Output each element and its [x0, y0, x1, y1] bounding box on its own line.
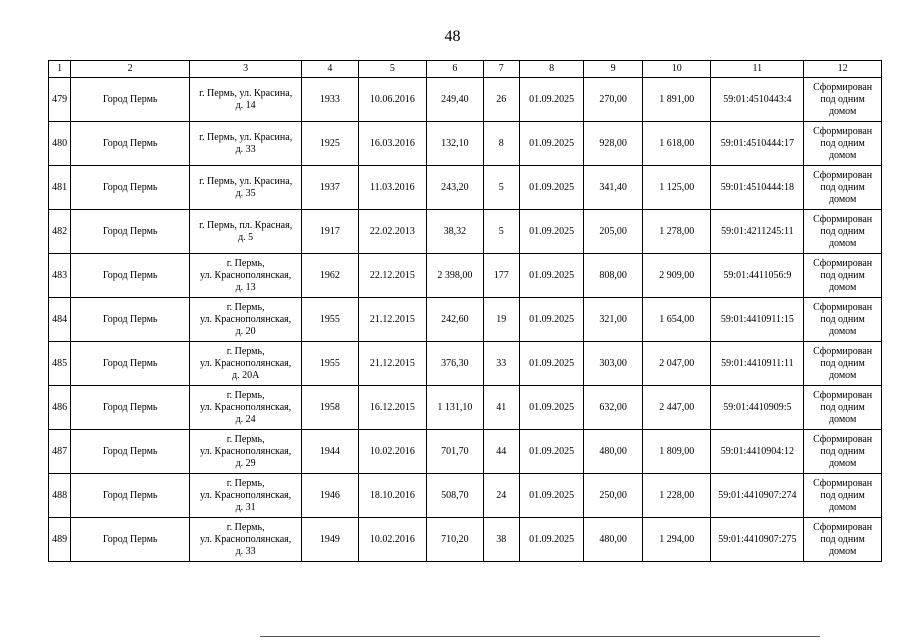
table-row	[49, 298, 882, 342]
deadline-cell: 01.09.2025	[519, 474, 584, 518]
municipality-cell: Город Пермь	[71, 474, 190, 518]
amount-cell: 2 447,00	[642, 386, 711, 430]
municipality-cell: Город Пермь	[71, 518, 190, 562]
count-cell: 33	[483, 342, 519, 386]
municipality-cell: Город Пермь	[71, 78, 190, 122]
cadastral-number-cell: 59:01:4211245:11	[711, 210, 804, 254]
column-header: 6	[427, 61, 483, 78]
status-cell: Сформирован под одним домом	[804, 254, 882, 298]
row-number-cell: 480	[49, 122, 71, 166]
table-row	[49, 430, 882, 474]
address-cell: г. Пермь, ул. Краснополянская, д. 13	[190, 254, 302, 298]
status-cell: Сформирован под одним домом	[804, 210, 882, 254]
value-cell: 808,00	[584, 254, 642, 298]
municipality-cell: Город Пермь	[71, 430, 190, 474]
table-row	[49, 78, 882, 122]
date-cell: 21.12.2015	[358, 342, 427, 386]
municipality-cell: Город Пермь	[71, 342, 190, 386]
date-cell: 18.10.2016	[358, 474, 427, 518]
column-header: 4	[302, 61, 358, 78]
address-cell: г. Пермь, ул. Красина, д. 14	[190, 78, 302, 122]
table-row	[49, 342, 882, 386]
address-cell: г. Пермь, ул. Краснополянская, д. 31	[190, 474, 302, 518]
column-number-row	[49, 61, 882, 78]
deadline-cell: 01.09.2025	[519, 298, 584, 342]
build-year-cell: 1944	[302, 430, 358, 474]
status-cell: Сформирован под одним домом	[804, 430, 882, 474]
area-cell: 376,30	[427, 342, 483, 386]
status-cell: Сформирован под одним домом	[804, 342, 882, 386]
area-cell: 1 131,10	[427, 386, 483, 430]
cadastral-number-cell: 59:01:4510443:4	[711, 78, 804, 122]
amount-cell: 2 909,00	[642, 254, 711, 298]
housing-registry-table	[48, 60, 882, 562]
deadline-cell: 01.09.2025	[519, 166, 584, 210]
row-number-cell: 481	[49, 166, 71, 210]
value-cell: 341,40	[584, 166, 642, 210]
table-row	[49, 474, 882, 518]
row-number-cell: 489	[49, 518, 71, 562]
cadastral-number-cell: 59:01:4410911:15	[711, 298, 804, 342]
municipality-cell: Город Пермь	[71, 386, 190, 430]
date-cell: 11.03.2016	[358, 166, 427, 210]
cadastral-number-cell: 59:01:4410909:5	[711, 386, 804, 430]
address-cell: г. Пермь, ул. Красина, д. 33	[190, 122, 302, 166]
build-year-cell: 1917	[302, 210, 358, 254]
address-cell: г. Пермь, ул. Красина, д. 35	[190, 166, 302, 210]
row-number-cell: 484	[49, 298, 71, 342]
value-cell: 632,00	[584, 386, 642, 430]
bottom-divider	[260, 636, 820, 637]
count-cell: 5	[483, 210, 519, 254]
status-cell: Сформирован под одним домом	[804, 166, 882, 210]
amount-cell: 2 047,00	[642, 342, 711, 386]
area-cell: 701,70	[427, 430, 483, 474]
area-cell: 242,60	[427, 298, 483, 342]
build-year-cell: 1937	[302, 166, 358, 210]
status-cell: Сформирован под одним домом	[804, 518, 882, 562]
deadline-cell: 01.09.2025	[519, 210, 584, 254]
column-header: 11	[711, 61, 804, 78]
status-cell: Сформирован под одним домом	[804, 298, 882, 342]
address-cell: г. Пермь, ул. Краснополянская, д. 33	[190, 518, 302, 562]
count-cell: 19	[483, 298, 519, 342]
value-cell: 480,00	[584, 518, 642, 562]
municipality-cell: Город Пермь	[71, 210, 190, 254]
value-cell: 270,00	[584, 78, 642, 122]
table-row	[49, 122, 882, 166]
build-year-cell: 1925	[302, 122, 358, 166]
area-cell: 2 398,00	[427, 254, 483, 298]
row-number-cell: 479	[49, 78, 71, 122]
date-cell: 10.06.2016	[358, 78, 427, 122]
cadastral-number-cell: 59:01:4410907:275	[711, 518, 804, 562]
build-year-cell: 1946	[302, 474, 358, 518]
status-cell: Сформирован под одним домом	[804, 122, 882, 166]
count-cell: 24	[483, 474, 519, 518]
date-cell: 16.03.2016	[358, 122, 427, 166]
municipality-cell: Город Пермь	[71, 298, 190, 342]
deadline-cell: 01.09.2025	[519, 342, 584, 386]
deadline-cell: 01.09.2025	[519, 430, 584, 474]
table-row	[49, 518, 882, 562]
date-cell: 22.02.2013	[358, 210, 427, 254]
value-cell: 250,00	[584, 474, 642, 518]
count-cell: 8	[483, 122, 519, 166]
cadastral-number-cell: 59:01:4410907:274	[711, 474, 804, 518]
municipality-cell: Город Пермь	[71, 122, 190, 166]
column-header: 1	[49, 61, 71, 78]
row-number-cell: 485	[49, 342, 71, 386]
area-cell: 508,70	[427, 474, 483, 518]
amount-cell: 1 294,00	[642, 518, 711, 562]
date-cell: 22.12.2015	[358, 254, 427, 298]
column-header: 10	[642, 61, 711, 78]
value-cell: 321,00	[584, 298, 642, 342]
row-number-cell: 488	[49, 474, 71, 518]
address-cell: г. Пермь, ул. Краснополянская, д. 29	[190, 430, 302, 474]
cadastral-number-cell: 59:01:4510444:17	[711, 122, 804, 166]
table-row	[49, 254, 882, 298]
value-cell: 480,00	[584, 430, 642, 474]
date-cell: 10.02.2016	[358, 430, 427, 474]
row-number-cell: 482	[49, 210, 71, 254]
area-cell: 132,10	[427, 122, 483, 166]
area-cell: 243,20	[427, 166, 483, 210]
column-header: 12	[804, 61, 882, 78]
status-cell: Сформирован под одним домом	[804, 386, 882, 430]
amount-cell: 1 809,00	[642, 430, 711, 474]
column-header: 5	[358, 61, 427, 78]
count-cell: 5	[483, 166, 519, 210]
amount-cell: 1 228,00	[642, 474, 711, 518]
table-row	[49, 386, 882, 430]
column-header: 9	[584, 61, 642, 78]
page-number: 48	[444, 28, 461, 45]
deadline-cell: 01.09.2025	[519, 518, 584, 562]
value-cell: 928,00	[584, 122, 642, 166]
area-cell: 249,40	[427, 78, 483, 122]
status-cell: Сформирован под одним домом	[804, 474, 882, 518]
address-cell: г. Пермь, пл. Красная, д. 5	[190, 210, 302, 254]
municipality-cell: Город Пермь	[71, 166, 190, 210]
table-body	[49, 78, 882, 562]
count-cell: 41	[483, 386, 519, 430]
table-row	[49, 210, 882, 254]
amount-cell: 1 125,00	[642, 166, 711, 210]
cadastral-number-cell: 59:01:4410911:11	[711, 342, 804, 386]
amount-cell: 1 891,00	[642, 78, 711, 122]
deadline-cell: 01.09.2025	[519, 386, 584, 430]
column-header: 2	[71, 61, 190, 78]
amount-cell: 1 654,00	[642, 298, 711, 342]
address-cell: г. Пермь, ул. Краснополянская, д. 20	[190, 298, 302, 342]
deadline-cell: 01.09.2025	[519, 254, 584, 298]
count-cell: 26	[483, 78, 519, 122]
build-year-cell: 1955	[302, 298, 358, 342]
deadline-cell: 01.09.2025	[519, 78, 584, 122]
column-header: 8	[519, 61, 584, 78]
row-number-cell: 486	[49, 386, 71, 430]
deadline-cell: 01.09.2025	[519, 122, 584, 166]
date-cell: 10.02.2016	[358, 518, 427, 562]
build-year-cell: 1955	[302, 342, 358, 386]
cadastral-number-cell: 59:01:4411056:9	[711, 254, 804, 298]
value-cell: 205,00	[584, 210, 642, 254]
municipality-cell: Город Пермь	[71, 254, 190, 298]
build-year-cell: 1933	[302, 78, 358, 122]
row-number-cell: 483	[49, 254, 71, 298]
date-cell: 21.12.2015	[358, 298, 427, 342]
amount-cell: 1 618,00	[642, 122, 711, 166]
count-cell: 38	[483, 518, 519, 562]
status-cell: Сформирован под одним домом	[804, 78, 882, 122]
column-header: 3	[190, 61, 302, 78]
build-year-cell: 1949	[302, 518, 358, 562]
area-cell: 38,32	[427, 210, 483, 254]
cadastral-number-cell: 59:01:4410904:12	[711, 430, 804, 474]
build-year-cell: 1962	[302, 254, 358, 298]
row-number-cell: 487	[49, 430, 71, 474]
count-cell: 44	[483, 430, 519, 474]
date-cell: 16.12.2015	[358, 386, 427, 430]
area-cell: 710,20	[427, 518, 483, 562]
address-cell: г. Пермь, ул. Краснополянская, д. 24	[190, 386, 302, 430]
count-cell: 177	[483, 254, 519, 298]
value-cell: 303,00	[584, 342, 642, 386]
amount-cell: 1 278,00	[642, 210, 711, 254]
address-cell: г. Пермь, ул. Краснополянская, д. 20А	[190, 342, 302, 386]
table-row	[49, 166, 882, 210]
column-header: 7	[483, 61, 519, 78]
build-year-cell: 1958	[302, 386, 358, 430]
cadastral-number-cell: 59:01:4510444:18	[711, 166, 804, 210]
